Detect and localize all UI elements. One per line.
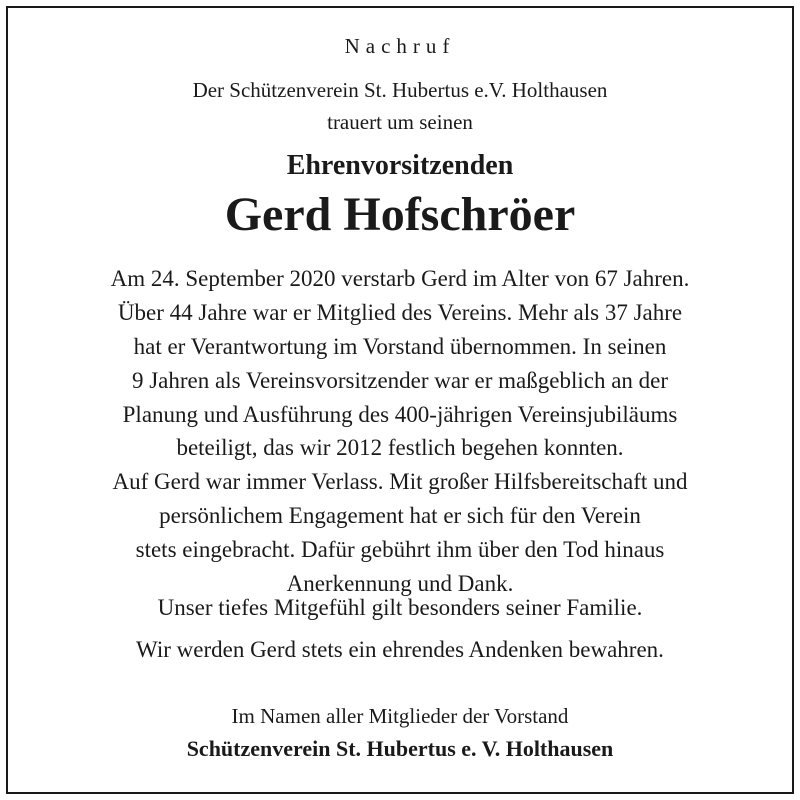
tribute-line: Am 24. September 2020 verstarb Gerd im Alter von 67 Jahren.	[110, 266, 690, 291]
intro-line-club: Der Schützenverein St. Hubertus e.V. Holthausen	[192, 78, 608, 102]
tribute-line: stets eingebracht. Dafür gebührt ihm über den Tod hinaus	[135, 537, 665, 563]
obituary-notice	[6, 6, 794, 794]
intro-line-mourns: trauert um seinen	[327, 110, 473, 134]
tribute-line: hat er Verantwortung im Vorstand übernommen. In seinen	[133, 333, 667, 359]
remembrance-line: Wir werden Gerd stets ein ehrendes Andenken bewahren.	[136, 637, 664, 662]
tribute-line: Über 44 Jahre war er Mitglied des Vereins. Mehr als 37 Jahre	[117, 299, 683, 325]
tribute-paragraph	[8, 262, 792, 601]
condolence-line: Unser tiefes Mitgefühl gilt besonders seiner Familie.	[157, 595, 643, 620]
tribute-line: Planung und Ausführung des 400-jährigen Vereinsjubiläums	[122, 401, 678, 427]
notice-heading: Nachruf	[344, 34, 456, 58]
signature-club-name: Schützenverein St. Hubertus e. V. Holthausen	[186, 736, 614, 761]
tribute-line: beteiligt, das wir 2012 festlich begehen konnten.	[176, 435, 624, 461]
honorary-title: Ehrenvorsitzenden	[286, 150, 514, 181]
tribute-line: persönlichem Engagement hat er sich für den Verein	[159, 503, 641, 529]
tribute-line: Auf Gerd war immer Verlass. Mit großer Hilfsbereitschaft und	[112, 469, 688, 495]
signature-on-behalf: Im Namen aller Mitglieder der Vorstand	[231, 704, 569, 728]
deceased-name: Gerd Hofschröer	[224, 188, 576, 241]
tribute-line: Anerkennung und Dank.	[286, 571, 514, 597]
tribute-line: 9 Jahren als Vereinsvorsitzender war er maßgeblich an der	[131, 367, 669, 393]
